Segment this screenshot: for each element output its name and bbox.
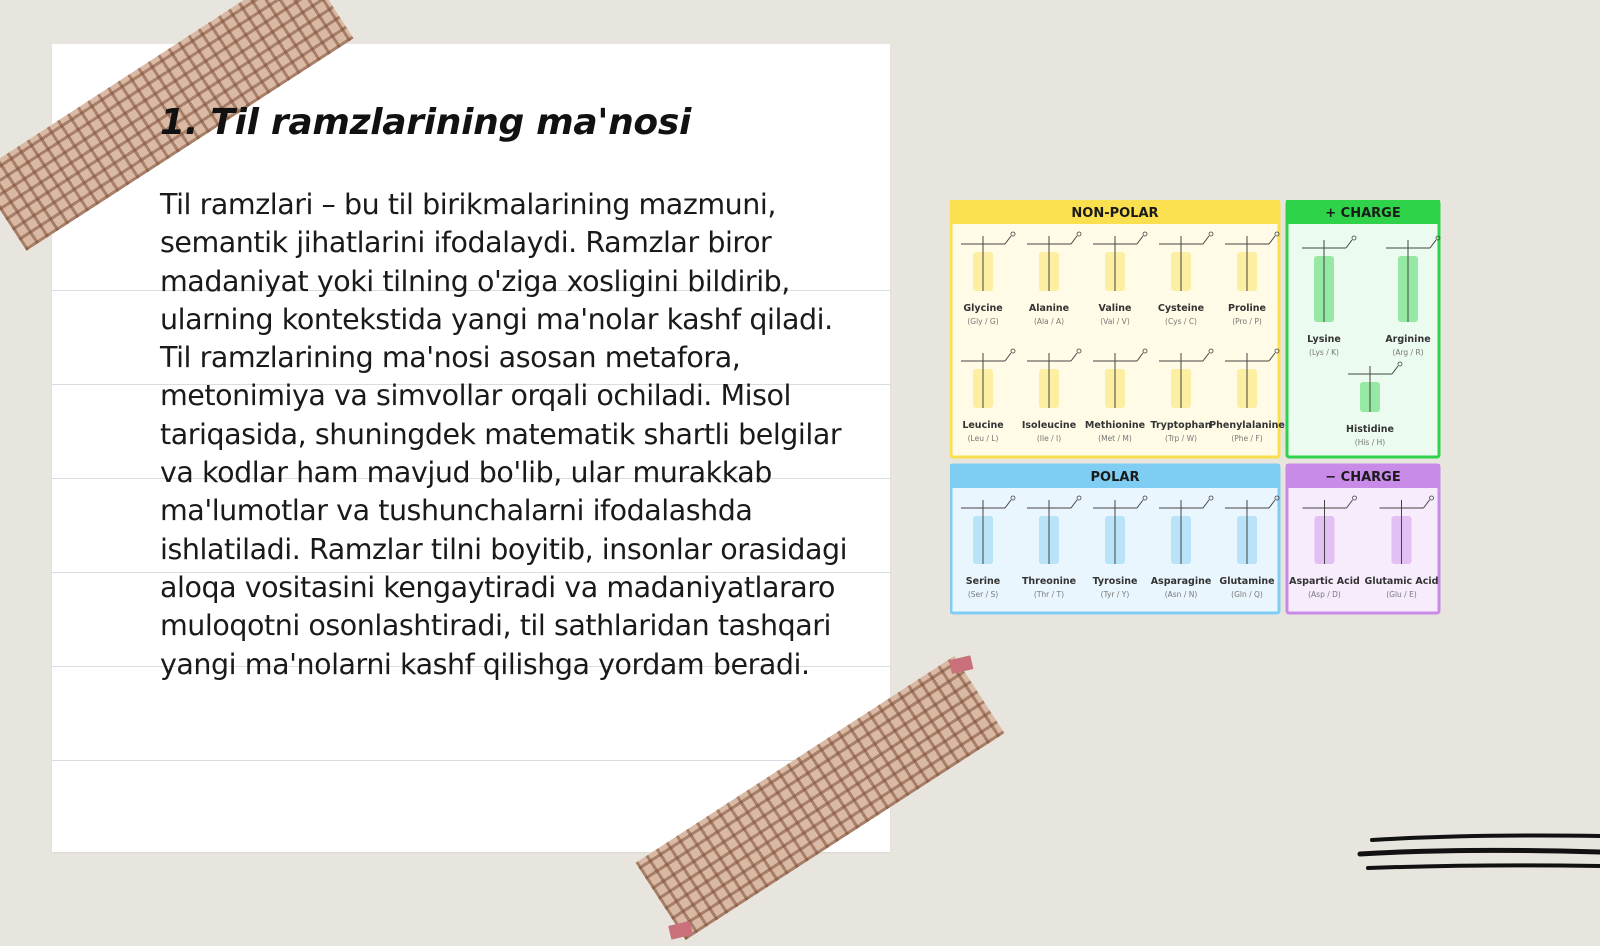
amino-acid-abbreviation: (Gly / G) [967, 317, 999, 326]
slide-body-text: Til ramzlari – bu til birikmalarining mazmuni, semantik jihatlarini ifodalaydi. Ramzlar biror madaniyat yoki tilning o'ziga xosligini bildirib, ularning kontekstida yangi ma'nolar kashf qiladi. Til ramzlarining ma'nosi asosan metafora, metonimiya va simvollar orqali ochiladi. Misol tariqasida, shuningdek matematik shartli belgilar va kodlar ham mavjud bo'lib, ular murakkab ma'lumotlar va tushunchalarni ifodalashda ishlatiladi. Ramzlar tilni boyitib, insonlar orasidagi aloqa vositasini kengaytiradi va madaniyatlararo muloqotni osonlashtiradi, til sathlaridan tashqari yangi ma'nolarni kashf qilishga yordam beradi. [160, 188, 848, 681]
amino-acid-name: Glutamic Acid [1364, 576, 1439, 587]
panel-header-label: POLAR [1090, 470, 1140, 485]
amino-acid-abbreviation: (Phe / F) [1231, 434, 1263, 443]
amino-acid-name: Glutamine [1219, 576, 1275, 587]
amino-acid-abbreviation: (Glu / E) [1386, 590, 1417, 599]
panel-header-label: + CHARGE [1325, 206, 1401, 221]
paper-rule-line [52, 760, 890, 761]
amino-acid-name: Histidine [1346, 424, 1394, 435]
amino-acid-name: Threonine [1021, 576, 1077, 587]
amino-acid-abbreviation: (Ala / A) [1033, 317, 1065, 326]
figure-panel-2 [950, 464, 1280, 613]
amino-acid-name: Isoleucine [1021, 420, 1077, 431]
amino-acid-abbreviation: (Tyr / Y) [1100, 590, 1130, 599]
amino-acid-abbreviation: (Cys / C) [1165, 317, 1197, 326]
amino-acid-abbreviation: (Asp / D) [1308, 590, 1341, 599]
amino-acid-name: Asparagine [1150, 576, 1212, 587]
figure-panel-0 [950, 200, 1285, 457]
figure-panel-1 [1286, 200, 1440, 457]
amino-acid-abbreviation: (Gln / Q) [1231, 590, 1263, 599]
amino-acid-name: Alanine [1028, 303, 1070, 314]
amino-acid-classification-figure [950, 200, 1450, 618]
panel-header-label: − CHARGE [1325, 470, 1401, 485]
amino-acid-abbreviation: (Trp / W) [1165, 434, 1197, 443]
amino-acid-name: Glycine [963, 303, 1003, 314]
amino-acid-name: Valine [1098, 303, 1132, 314]
amino-acid-abbreviation: (Met / M) [1098, 434, 1132, 443]
amino-acid-abbreviation: (Pro / P) [1232, 317, 1262, 326]
amino-acid-name: Leucine [962, 420, 1004, 431]
slide-title: 1. Til ramzlarining ma'nosi [160, 102, 692, 143]
amino-acid-name: Proline [1228, 303, 1266, 314]
amino-acid-name: Tryptophan [1150, 420, 1212, 431]
panel-frame [1287, 201, 1439, 457]
amino-acid-name: Methionine [1084, 420, 1146, 431]
amino-acid-abbreviation: (Val / V) [1100, 317, 1130, 326]
amino-acid-abbreviation: (Ser / S) [967, 590, 999, 599]
amino-acid-name: Lysine [1307, 334, 1341, 345]
amino-acid-abbreviation: (His / H) [1354, 438, 1386, 447]
amino-acid-abbreviation: (Ile / I) [1036, 434, 1062, 443]
amino-acid-abbreviation: (Lys / K) [1309, 348, 1339, 357]
amino-acid-name: Tyrosine [1092, 576, 1138, 587]
amino-acid-abbreviation: (Asn / N) [1164, 590, 1198, 599]
amino-acid-name: Serine [965, 576, 1001, 587]
amino-acid-name: Cysteine [1157, 303, 1205, 314]
figure-panel-3 [1286, 464, 1440, 613]
amino-acid-abbreviation: (Arg / R) [1392, 348, 1424, 357]
amino-acid-name: Arginine [1385, 334, 1431, 345]
amino-acid-name: Aspartic Acid [1289, 576, 1360, 587]
amino-acid-figure-svg [950, 200, 1450, 618]
amino-acid-abbreviation: (Thr / T) [1033, 590, 1065, 599]
panel-header-label: NON-POLAR [1071, 206, 1159, 221]
amino-acid-name: Phenylalanine [1209, 420, 1285, 431]
amino-acid-abbreviation: (Leu / L) [967, 434, 999, 443]
decorative-brush-strokes [1350, 820, 1600, 880]
